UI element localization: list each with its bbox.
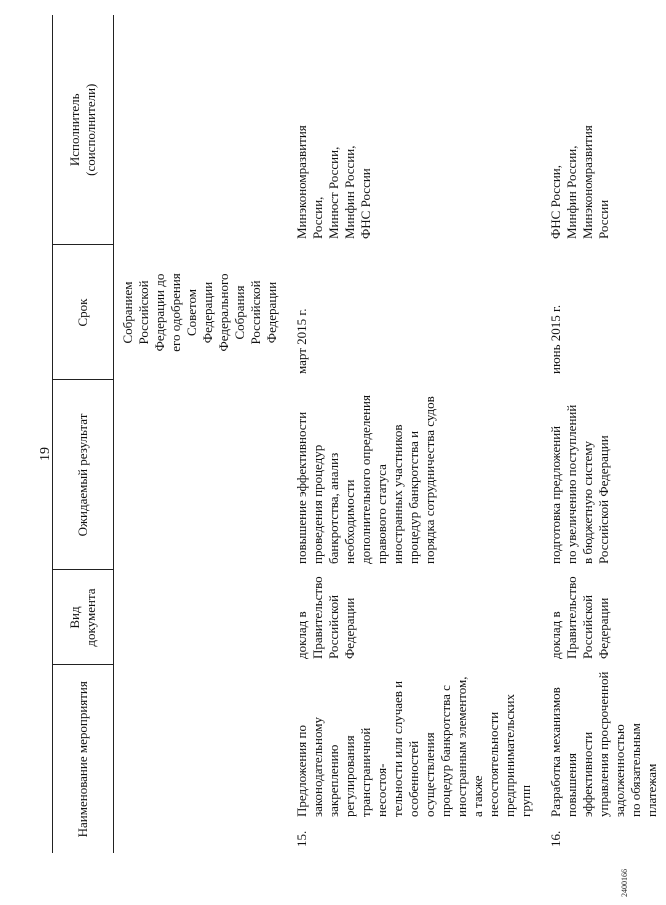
- header-executor: Исполнитель (соисполнители): [53, 15, 114, 245]
- footer-code: 2400166: [620, 869, 629, 897]
- row-doc: доклад в Правительство Российской Федерации: [294, 576, 357, 659]
- table-header-row: [53, 15, 114, 853]
- header-name: Наименование мероприятия: [53, 665, 114, 853]
- row-number: 16.: [548, 830, 563, 847]
- action-plan-table: [52, 15, 666, 853]
- table-row: [540, 15, 666, 853]
- header-doc: Вид документа: [53, 570, 114, 665]
- row-executor: ФНС России, Минфин России, Минэкономразвития России: [548, 125, 611, 239]
- header-term: Срок: [53, 245, 114, 380]
- row-name: Разработка механизмов повышения эффективности управления просроченной задолженностью по обязательным платежам: [548, 671, 659, 817]
- row-term: июнь 2015 г.: [548, 304, 563, 374]
- row-doc: доклад в Правительство Российской Федерации: [548, 576, 611, 659]
- table-row-continuation: [114, 15, 287, 853]
- row-term: март 2015 г.: [294, 308, 309, 374]
- row-executor: Минэкономразвития России, Минюст России, Минфин России, ФНС России: [294, 125, 373, 239]
- continuation-term: Собранием Российской Федерации до его одобрения Советом Федерации Федерального Собрания Российской Федерации: [120, 273, 279, 352]
- row-result: повышение эффективности проведения процедур банкротства, анализ необходимости дополнительного определения правового статуса иностранных участников процедур банкротства и порядка сотрудничества судов: [294, 395, 437, 564]
- header-result: Ожидаемый результат: [53, 380, 114, 570]
- row-name: Предложения по законодательному закреплению регулирования трансграничной несостоя- тельности или случаев и особенностей осуществления процедур банкротства с иностранным элементом, а также несостоятельности предпринимательских групп: [294, 676, 533, 817]
- row-number: 15.: [294, 830, 309, 847]
- table-row: [286, 15, 540, 853]
- row-result: подготовка предложений по увеличению поступлений в бюджетную систему Российской Федерации: [548, 404, 611, 564]
- page-number: 19: [38, 447, 53, 461]
